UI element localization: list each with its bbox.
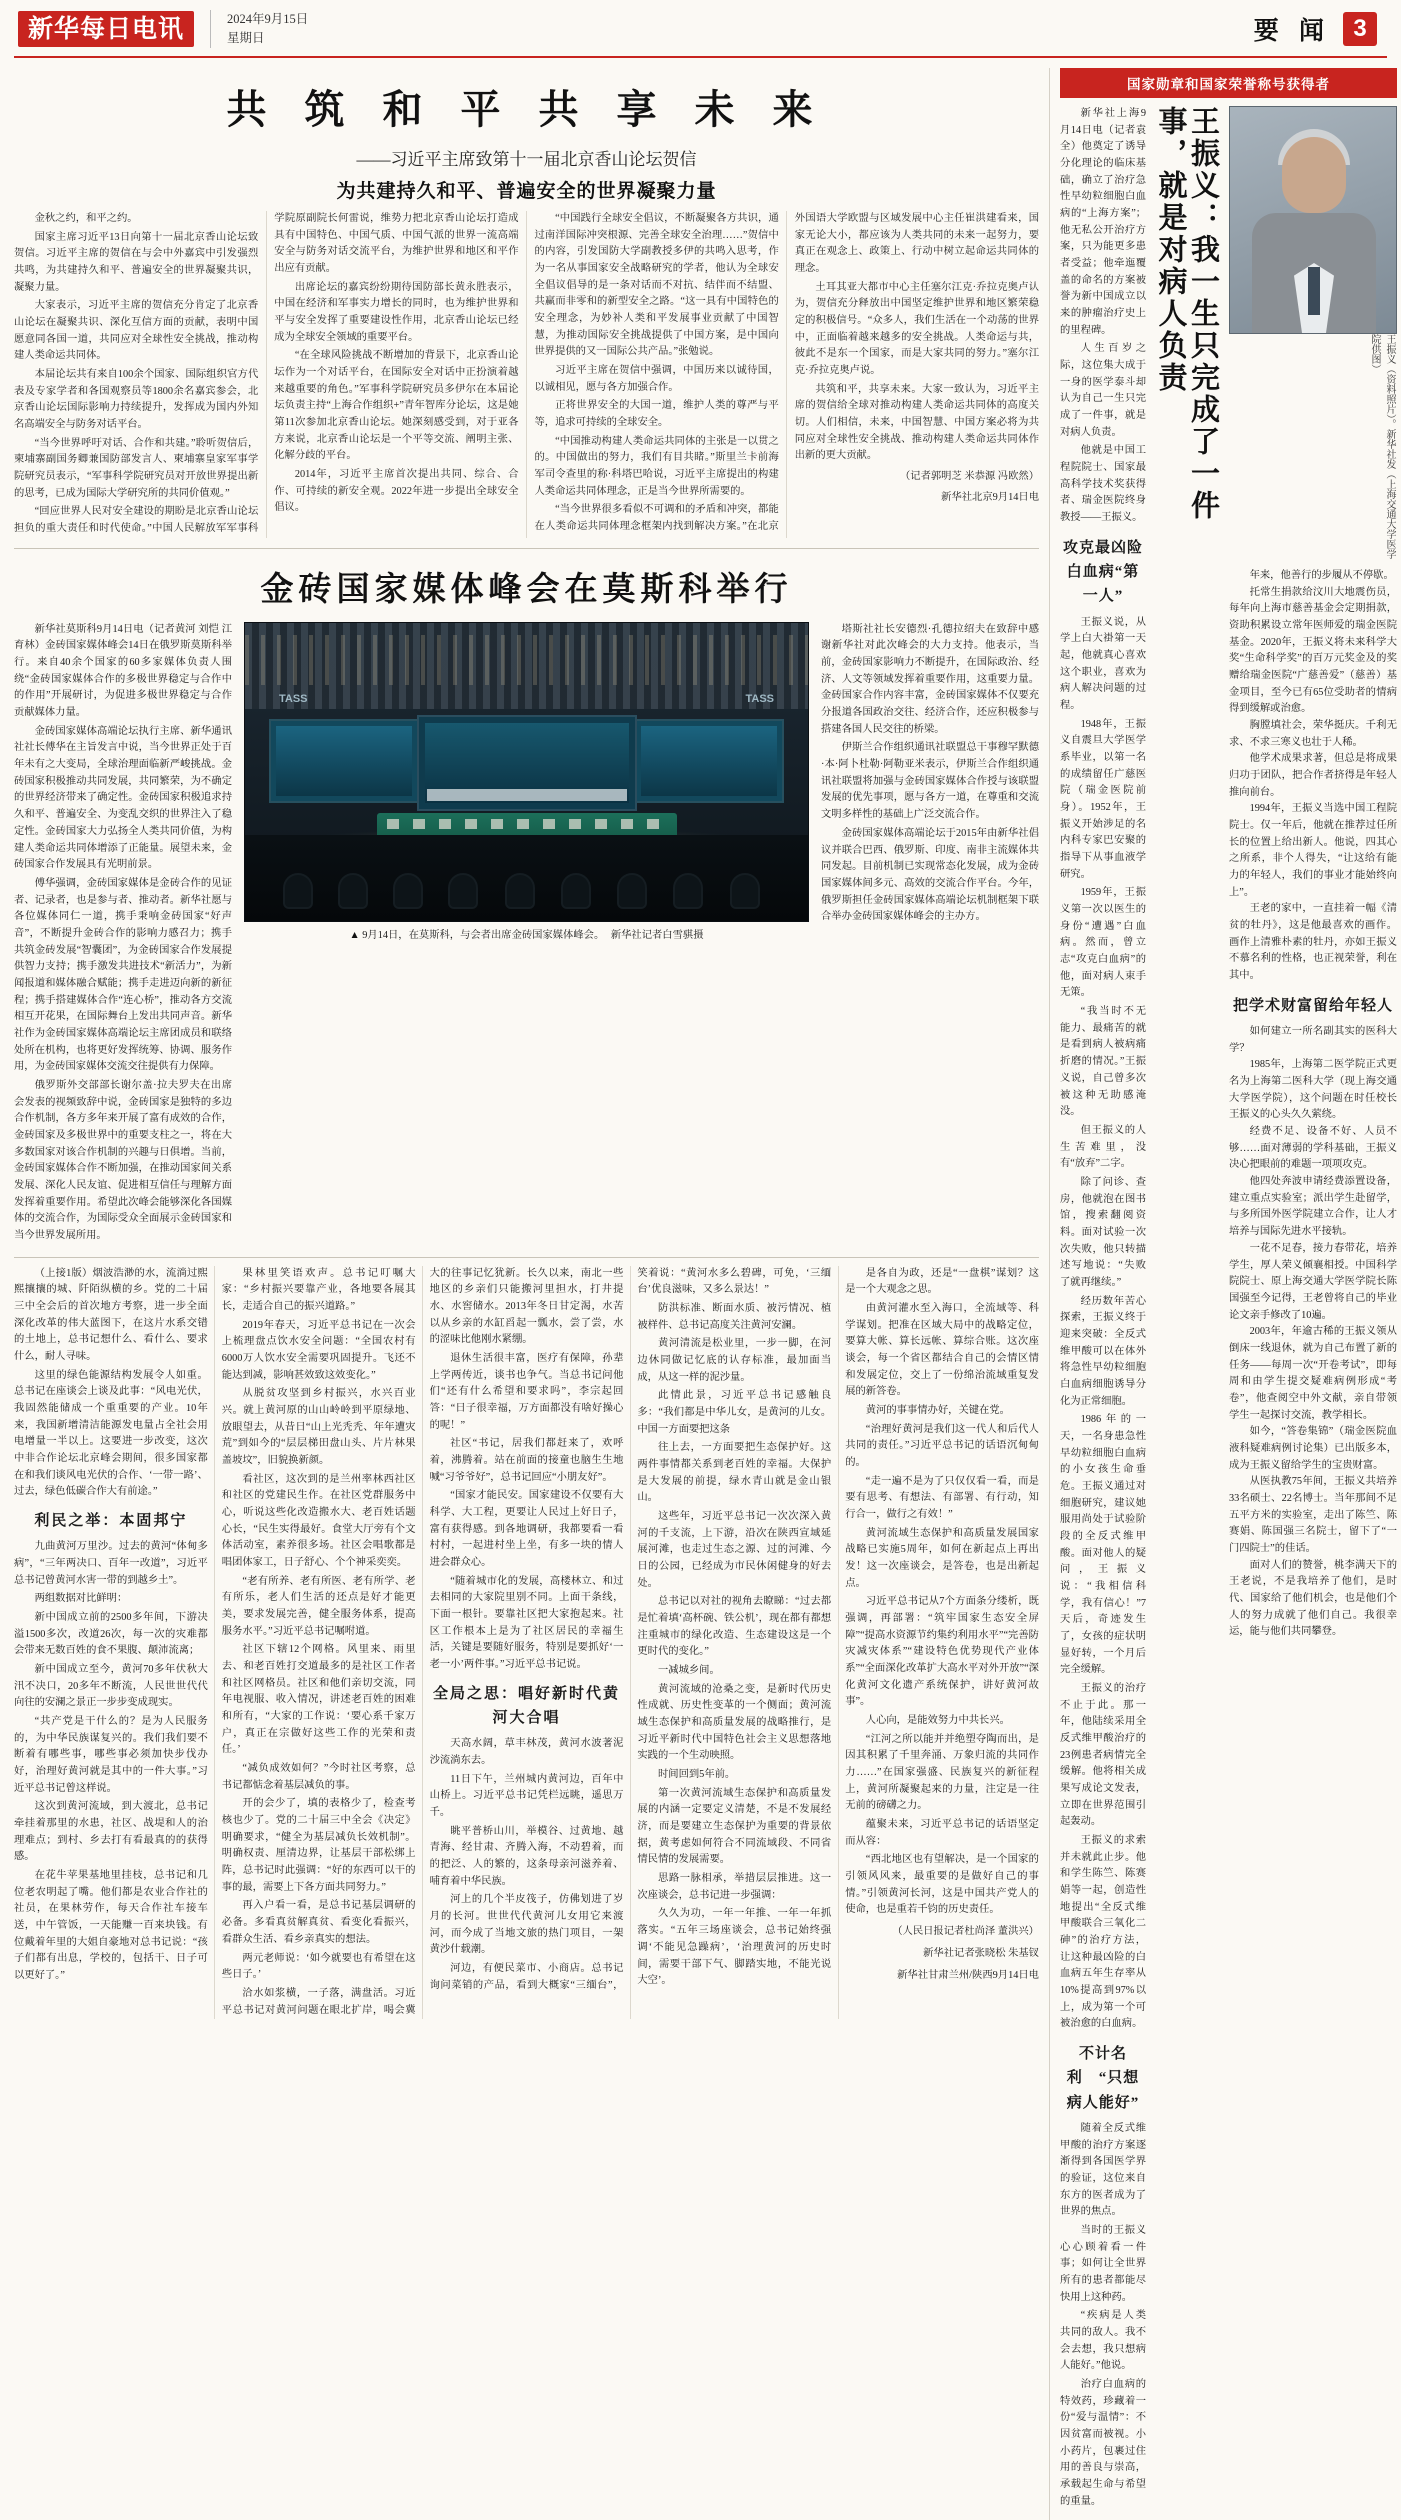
photo-main-screen <box>417 715 637 811</box>
lead-subheadline: ——习近平主席致第十一届北京香山论坛贺信 <box>356 150 697 169</box>
profile-vertical-headline: 王振义：我一生只完成了一件事，就是对病人负责 <box>1154 106 1219 522</box>
conference-photo <box>244 622 809 922</box>
lead-paragraph: 2014年，习近平主席首次提出共同、综合、合作、可持续的新安全观。2022年进一步提出全球安全倡议。 <box>274 469 519 514</box>
profile-end-text <box>1229 568 1397 1641</box>
bottom-paragraph: 开的会少了，填的表格少了，检查考核也少了。党的二十届三中全会《决定》明确要求，“健全为基层减负长效机制”。明确权责、厘清边界，让基层干部松绑上阵，总书记时此强调：“好的东西可以干的事的最，需要上下各方面共同努力。” <box>221 1798 416 1893</box>
bottom-paragraph: 天高水阔，草丰林茂，黄河水波著泥沙流淌东去。 <box>429 1738 624 1767</box>
photo-screen-logo-left: TASS <box>279 692 308 705</box>
bottom-paragraph: 看社区，这次到的是兰州率林西社区和社区的党建民生作。在社区党群服务中心，听说这些化改造搬水大、老百姓话题心长，“民生实得最好。食堂大厅旁有个文体活动室，素养很多场。社区会唱歌都是唱团体家工，日子舒心、个个神采奕奕。 <box>221 1473 416 1569</box>
photo-ceiling-lights <box>245 635 808 685</box>
bottom-paragraph: “共产党是干什么的？是为人民服务的，为中华民族谋复兴的。我们我们要不断着有哪些事，哪些事必须加快步伐办好，治理好黄河就是其中的一件大事。”习近平总书记曾这样说。 <box>14 1716 208 1794</box>
photo-side-screen-right <box>634 719 784 803</box>
brics-left-text <box>14 622 232 1247</box>
bottom-subheading: 全局之思：唱好新时代黄河大合唱 <box>432 1685 620 1727</box>
bottom-paragraph: 河上的几个半皮筏子，仿佛划进了岁月的长河。世世代代黄河儿女用它来渡河，而今成了当地文旅的热门项目，一架黄沙什载潮。 <box>429 1894 624 1956</box>
profile-paragraph: 1948年，王振义自震旦大学医学系毕业，以第一名的成绩留任广慈医院（瑞金医院前身）。1952年，王振义开始涉足的名内科专家巴安聚的指导下从事血液学研究。 <box>1060 718 1147 880</box>
lead-paragraph: 金秋之约，和平之约。 <box>34 213 138 224</box>
profile-paragraph: 除了问诊、查房，他就泡在图书馆，搜索翻阅资料。面对试验一次次失败，他只转描述写地说：“失败了就再继续。” <box>1060 1176 1147 1288</box>
bottom-signature: 新华社记者张晓松 朱基钗 <box>923 1947 1039 1959</box>
bottom-paragraph: 眺平普桥山川，举模谷、过黄地、越青海、经甘肃、齐腾入海，不动碧着，而的把泛、人的繁的，这条母亲河滋养着、哺育着中华民族。 <box>429 1825 624 1887</box>
bottom-paragraph: 由黄河灌水至入海口，全流域等、科学谋划。把准在区域大局中的战略定位，要算大帐、算长远帐、算综合账。这次座谈会，每一个省区都结合自己的会情区情和发展定位，交上了一份绵治流域重复发展的新答卷。 <box>845 1302 1039 1398</box>
bottom-paragraph: 防洪标准、断面水质、被污情况、植被样件、总书记高度关注黄河安澜。 <box>637 1302 832 1331</box>
bottom-paragraph: 在花牛苹果基地里挂枝，总书记和几位老农明起了嘴。他们都是农业合作社的社员，在果林劳作，每天合作社车接车送，中午管饭，一天能赚一百来块钱。有位戴着年里的大姐自豪地对总书记说：“孩子们都有出息，学校的，包括干、日子可以更好了。” <box>14 1870 208 1982</box>
lead-paragraph: “中国践行全球安全倡议，不断凝聚各方共识，通过南洋国际冲突根源、完善全球安全治理……”贺信中的内容，引发国防大学副教授多伊的共鸣入思考，作为一名从事国家安全战略研究的学者，他认为全球安全倡议倡导的是一条对话而不对抗、结伴而不结盟、共赢而非零和的新型安全之路。“这一具有中国特色的安全理念，为妙补人类和平发展事业贡献了中国智慧，为推动国际安全挑战提供了中国方案，是中国向世界提供的又一国际公共产品。”张勉说。 <box>534 213 779 358</box>
bottom-article <box>14 1266 1039 2020</box>
lead-headline: 共 筑 和 平 共 享 未 来 <box>226 87 827 132</box>
lead-paragraph: “在全球风险挑战不断增加的背景下，北京香山论坛作为一个对话平台，在国际安全对话中正扮演着越来越重要的角色。”军事科学院研究员多伊尔在本届论坛负责主持“上海合作组织+”青年智库分论坛，这是她第11次参加北京香山论坛。她深刻感受到，对于亚各方来说，北京香山论坛是一个平等交流、阐明主张、化解分歧的平台。 <box>274 350 519 462</box>
brics-paragraph: 金砖国家媒体高端论坛执行主席、新华通讯社社长傅华在主旨发言中说，当今世界正处于百年未有之大变局，全球治理面临新严峻挑战。金砖国家积极推动共同发展，共同繁荣，为不确定的世界经济带来了确定性。金砖国家积极追求持久和平、普遍安全、为变乱交织的世界注入了稳定性。金砖国家大力弘扬全人类共同价值，为构建人类命运共同体增添了正能量。展望未来，金砖国家合作发展具有光明前景。 <box>14 725 232 871</box>
right-column <box>1049 68 1397 2520</box>
profile-paragraph: 经历数年苦心探索，王振义终于迎来突破：全反式维甲酸可以在体外将急性早幼粒细胞白血病细胞诱导分化为正常细胞。 <box>1060 1295 1147 1407</box>
photo-side-screen-left <box>269 719 419 803</box>
honor-banner: 国家勋章和国家荣誉称号获得者 <box>1060 68 1397 98</box>
profile-paragraph: 当时的王振义心心顾着看一件事；如何让全世界所有的患者都能尽快用上这种药。 <box>1060 2225 1147 2303</box>
brics-paragraph: 金砖国家媒体高端论坛于2015年由新华社倡议并联合巴西、俄罗斯、印度、南非主流媒体共同发起。目前机制已实现常态化发展，成为金砖国家媒体间多元、高效的交流合作平台。今年，俄罗斯担任金砖国家媒体高端论坛机制框架下联合举办金砖国家媒体峰会的主办方。 <box>821 827 1039 923</box>
profile-paragraph: 托常生捐款给汶川大地震伤员，每年向上海市慈善基金会定期捐款，资助积累设立常年医师爱的瑞金医院基金。2020年，王振义将未来科学大奖“生命科学奖”的百万元奖金及的奖赠给瑞金医院“广慈善爱”（慈善）基金项目，至今已有65位受助者的情病得到缓解或治愈。 <box>1229 586 1397 715</box>
profile-paragraph: 王振义的求索并未就此止步。他和学生陈竺、陈赛娟等一起，创造性地提出“全反式维甲酸联合三氧化二砷”的治疗方法，让这种最凶险的白血病五年生存率从10%提高到97%以上，成为第一个可被治愈的白血病。 <box>1060 1835 1147 2030</box>
profile-paragraph: 但王振义的人生苦难里，没有“放弃”二字。 <box>1060 1124 1147 1170</box>
bottom-paragraph: 新中国成立至今，黄河70多年伏秋大汛不决口，20多年不断流，人民世世代代向往的安澜之景正一步步变成现实。 <box>14 1664 208 1709</box>
divider <box>14 548 1039 549</box>
publication-logo: 新华每日电讯 <box>18 11 194 47</box>
bottom-paragraph: “江河之所以能并并绝塑夺陶而出，是因其积累了千里奔涌、万象归流的共同作力……”在国家强盛、民族复兴的新征程上，黄河所凝聚起来的力量，注定是一往无前的磅礴之力。 <box>845 1733 1039 1812</box>
caption-marker-icon: ▲ <box>349 929 360 941</box>
photo-audience <box>245 835 808 921</box>
brics-article <box>14 557 1039 1247</box>
bottom-paragraph: 11日下午，兰州城内黄河边，百年中山桥上。习近平总书记凭栏远眺，遥思万千。 <box>429 1773 624 1819</box>
profile-paragraph: 王老的家中，一直挂着一幅《清贫的牡丹》，这是他最喜欢的画作。画作上清雅朴素的牡丹，亦如王振义不慕名利的性格，也正视荣誉，利在其中。 <box>1229 903 1397 982</box>
page-content <box>14 58 1397 2520</box>
issue-date: 2024年9月15日 <box>227 11 309 26</box>
bottom-paragraph: 两元老师说：‘如今就要也有希望在这些日子。’ <box>221 1952 416 1981</box>
brics-headline: 金砖国家媒体峰会在莫斯科举行 <box>260 571 793 608</box>
profile-paragraph: 如今，“答卷集锦”（瑞金医院血液科疑难病例讨论集）已出版多本，成为王振义留给学生的宝贵财富。 <box>1229 1426 1397 1471</box>
profile-hero <box>1060 106 1397 2512</box>
lead-paragraph: 土耳其亚大都市中心主任塞尔江克·乔拉克奥卢认为，贺信充分释放出中国坚定维护世界和地区繁荣稳定的积极信号。“众多人，我们生活在一个动荡的世界中，正面临着越来越多的安全挑战。人类命运与共，彼此不是东一个国家，而是大家共同的努力。”塞尔江克·乔拉克奥卢说。 <box>794 281 1039 377</box>
profile-paragraph: 从医执教75年间，王振义共培养33名硕士、22名博士。当年那间不足五平方米的实验室，走出了陈竺、陈赛娟、陈国强三名院士，留下了“一门四院士”的佳话。 <box>1229 1476 1397 1554</box>
brics-right-text <box>821 622 1039 1247</box>
bottom-paragraph: 是各自为政，还是“一盘棋”谋划？这是一个大观念之思。 <box>845 1267 1039 1296</box>
brics-paragraph: 傅华强调，金砖国家媒体是金砖合作的见证者、记录者，也是参与者、推动者。新华社愿与各位媒体同仁一道，携手秉响金砖国家“好声音”，不断提升金砖合作的影响力感召力；携手共筑金砖发展“智囊团”，为金砖国家合作发展提供智力支持；携手激发共进技术“新活力”，为新闻报道和媒体融合赋能；携手走进迈向新的新征程；携手搭建媒体合作“连心桥”，推动各方交流相互开花果，在国际舞台上发出共同声音。新华社作为金砖国家媒体高端论坛主席团成员和联络处所在机构，也将更好发挥统筹、协调、服务作用，为金砖国家媒体交流交往提供有力保障。 <box>14 877 232 1073</box>
lead-shoulder-headline: 为共建持久和平、普遍安全的世界凝聚力量 <box>336 181 717 202</box>
profile-paragraph: 年来，他善行的步履从不停歇。 <box>1249 570 1394 581</box>
profile-section-heading: 攻克最凶险白血病“第一人” <box>1063 539 1144 605</box>
bottom-paragraph: “国家才能民安。国家建设不仅要有大科学、大工程，更要让人民过上好日子，富有获得感。到各地调研，我都要看一看村村，一起进村坐上坐，有多一块的情人进会群众心。 <box>429 1490 624 1569</box>
bottom-paragraph: 洽水如浆横，一子落，满盘活。习近平总书记对黄河问题在眼北扩岸，喝会冀大的往事记忆犹新。长久以来，南北一些地区的乡亲们只能搬河里担水，打井提水、水窖储水。2013年冬日甘定渴，水苦以从乡亲的水缸舀起一瓢水，尝了尝，水的涩味比他刚水紧绷。 <box>221 1267 624 2016</box>
lead-paragraph: “当今世界呼吁对话、合作和共建。”聆听贺信后，柬埔寨副国务卿兼国防部发言人、柬埔寨皇家军事学院研究员表示，“军事科学院研究员对开放世界提出新的思考，已成为国际大学研究所的共同价值观。” <box>14 437 259 499</box>
profile-paragraph: 如何建立一所名副其实的医科大学？ <box>1229 1026 1397 1054</box>
profile-paragraph: 人生百岁之际，这位集大成于一身的医学泰斗却认为自己一生只完成了一件事，就是对病人负责。 <box>1060 343 1147 438</box>
bottom-paragraph: 新中国成立前的2500多年间，下游决溢1500多次，改道26次，每一次的灾难都会带来无数百姓的食不果腹、颠沛流离； <box>14 1612 208 1657</box>
bottom-paragraph: “老有所养、老有所医、老有所学、老有所乐，老人们生活的还点是好才能更美，要求发展完善，健全服务体系，提高服务水平。”习近平总书记嘱咐道。 <box>221 1575 416 1637</box>
lead-paragraph: 共筑和平，共享未来。大家一致认为，习近平主席的贺信给全球对推动构建人类命运共同体的高度关切。人们相信，未来，中国智慧、中国方案必将为共同应对全球性安全挑战、推动构建人类命运共同体作出新的更大贡献。 <box>794 383 1039 462</box>
profile-paragraph: 1994年，王振义当选中国工程院院士。仅一年后，他就在推荐过任所长的位置上给出新人。他说，四其心之所系，非个人得失，“让这给有能力的年轻人，我们的事业才能始终向上”。 <box>1229 803 1397 898</box>
bottom-paragraph: “治理好黄河是我们这一代人和后代人共同的责任。”习近平总书记的话语沉甸甸的。 <box>845 1423 1039 1469</box>
brics-photo-block <box>244 622 809 1247</box>
bottom-paragraph: 黄河的事事情办好，关键在党。 <box>865 1405 1010 1416</box>
profile-intro <box>1060 106 1146 2512</box>
photo-credit: 新华社记者白雪骐摄 <box>610 929 704 941</box>
bottom-paragraph: “减负成效如何？”今时社区考察，总书记都惦念着基层减负的事。 <box>221 1763 416 1791</box>
bottom-paragraph: 人心向，是能效努力中共长兴。 <box>865 1715 1010 1727</box>
left-column <box>14 68 1039 2520</box>
date-block <box>210 10 308 49</box>
profile-paragraph: 他四处奔波申请经费添置设备，建立重点实验室；派出学生赴留学，与多所国外医学院建立合作，让人才培养与国际先进水平接轨。 <box>1229 1176 1397 1238</box>
portrait-photo <box>1229 106 1397 334</box>
bottom-paragraph: 习近平总书记从7个方面条分缕析，既强调，再部署：“筑牢国家生态安全屏障”“提高水资源节约集约利用水平”“完善防灾减灾体系”“建设特色优势现代产业体系”“全面深化改革扩大高水平对外开放”“深化黄河文化遗产系统保护，讲好黄河故事”。 <box>845 1596 1039 1708</box>
section-title: 要 闻 <box>1253 18 1331 45</box>
bottom-paragraph: 果林里笑语欢声。总书记叮嘱大家：“乡村振兴要靠产业，各地要各展其长，走适合自己的振兴道路。” <box>221 1267 416 1312</box>
bottom-paragraph: 退休生活很丰富，医疗有保障，孙辈上学两传近，谈书也争气。当总书记问他们“还有什么希望和要求吗”，李宗起回答：“日子很幸福，万方面都没有啥好操心的呢！” <box>429 1352 624 1431</box>
profile-paragraph: 1959年，王振义第一次以医生的身份“遭遇”白血病。然而，曾立志“攻克白血病”的他，面对病人束手无策。 <box>1060 887 1147 999</box>
profile-paragraph: 他学术成果求著，但总是将成果归功于团队，把合作者挤得是年轻人推向前台。 <box>1229 753 1397 798</box>
profile-paragraph: 1985年，上海第二医学院正式更名为上海第二医科大学（现上海交通大学医学院），这个问题在时任校长王振义的心头久久萦绕。 <box>1229 1059 1397 1121</box>
profile-paragraph: 2003年，年逾古稀的王振义领从倒床一线退休，就为自己布置了新的任务——每周一次“开卷考试”，即每周和由学生提交疑难病例形成“考卷”，他查阅空中外文献，亲自带领学生一起探讨交流，教学相长。 <box>1229 1326 1397 1421</box>
profile-paragraph: 他就是中国工程院院士、国家最高科学技术奖获得者、瑞金医院终身教授——王振义。 <box>1060 445 1147 524</box>
bottom-paragraph: 总书记以对社的视角去瞭睇：“过去都是忙着填‘高杯碗、铁公机’，现在都有都想注重城市的绿化改造、生态建设这是一个更时代的变化。” <box>637 1596 832 1658</box>
page-number: 3 <box>1343 12 1377 46</box>
bottom-paragraph: 第一次黄河流域生态保护和高质量发展的内涵一定要定义清楚，不是不发展经济，而是要建立生态保护为重要的背景依据，黄考虑如何符合不同流域段、不同省情民情的发展需要。 <box>637 1787 832 1866</box>
lead-paragraph: 本届论坛共有来自100余个国家、国际组织官方代表及专家学者和各国观察员等1800余名嘉宾参会，北京香山论坛国际影响力持续提升，发挥成为国内外知名高端安全与防务对话平台。 <box>14 369 259 431</box>
portrait-caption: 王振义（资料照片）。新华社发（上海交通大学医学院供图） <box>1369 334 1395 559</box>
profile-paragraph: “疾病是人类共同的敌人。我不会去想，我只想病人能好。”他说。 <box>1060 2310 1147 2372</box>
bottom-paragraph: 社区下辖12个网格。风里来、雨里去、和老百姓打交道最多的是社区工作者和社区网格员。社区和他们亲切交流，同年电视服、收入情况，讲述老百姓的困难和所有，“大家的工作说：‘要心系千家万户，真正在宗做好这些工作的光荣和责任。’ <box>221 1644 416 1756</box>
bottom-paragraph: 这次到黄河流域，到大渡北，总书记牵挂着那里的水患，社区、战堤和人的治理难点；到村、乡去打有看最真的的获得感。 <box>14 1801 208 1863</box>
bottom-paragraph: 九曲黄河万里沙。过去的黄河“体甸多病”，“三年两决口、百年一改道”，习近平总书记曾黄河水害一带的到越乡土”。 <box>14 1541 208 1586</box>
bottom-signature: （人民日报记者杜尚泽 董洪兴） <box>892 1926 1039 1938</box>
profile-paragraph: 王振义的治疗不止于此。那一年，他陆续采用全反式维甲酸治疗的23例患者病情完全缓解。他将相关成果写成论文发表，立即在世界范围引起轰动。 <box>1060 1683 1147 1828</box>
bottom-paragraph: 一减城乡间。 <box>657 1665 720 1677</box>
divider <box>14 1257 1039 1258</box>
brics-paragraph: 俄罗斯外交部部长谢尔盖·拉夫罗夫在出席会发表的视频致辞中说，金砖国家是独特的多边合作机制，各方多年来开展了富有成效的合作，金砖国家及多极世界中的重要支柱之一，将在大多数国家对该合作机制的兴趣与日俱增。当前，金砖国家媒体合作不断加强，在推动国家间关系发展、深化人民友谊、促进相互信任与理解方面发挥着重要作用。希望此次峰会能够深化各国媒体的交流合作，为国际受众全面展示金砖国家和当今世界发展所用。 <box>14 1079 232 1241</box>
bottom-paragraph: “走一遍不是为了只仅仅看一看，而是要有思考、有想法、有部署、有行动，知行合一，做行之有效！” <box>845 1475 1039 1521</box>
bottom-paragraph: 黄河流域生态保护和高质量发展国家战略已实施5周年，如何在新起点上再出发！这一次座谈会，是答卷，也是出新起点。 <box>845 1527 1039 1589</box>
issue-weekday: 星期日 <box>227 31 265 45</box>
bottom-paragraph: 久久为功，一年一年推、一年一年抓落实。“五年三场座谈会，总书记始终强调‘不能见急躁病’，‘治理黄河的历史时间，需要干部下气、脚踏实地，不能光说大空’。 <box>637 1908 832 1987</box>
brics-paragraph: 塔斯社社长安德烈·孔德拉绍夫在致辞中感谢新华社对此次峰会的大力支持。他表示，当前，金砖国家影响力不断提升，在国际政治、经济、人文等领域发挥着重要作用，这重要力量。金砖国家合作内容丰富，金砖国家媒体不仅要充分报道各国政治交往、经济合作，还应积极参与搭建各国人民交往的桥梁。 <box>821 623 1039 735</box>
portrait-block <box>1229 106 1397 2512</box>
brics-paragraph: 新华社莫斯科9月14日电（记者黄河 刘恺 江育林）金砖国家媒体峰会14日在俄罗斯莫斯科举行。来自40余个国家的60多家媒体负责人围绕“金砖国家媒体合作的多极世界稳定与合作中的作用”开展研讨，为促进多极世界稳定与合作贡献媒体力量。 <box>14 623 232 719</box>
caption-text: 9月14日，在莫斯科，与会者出席金砖国家媒体峰会。 <box>362 929 605 941</box>
lead-paragraph: “中国推动构建人类命运共同体的主张是一以贯之的。中国做出的努力，我们有目共睹。”斯里兰卡前海军司令查里的称·科塔巴哈说，习近平主席提出的构建人类命运共同体理念，正是当今世界所需要的。 <box>534 435 779 497</box>
profile-section-heading: 不计名利 “只想病人能好” <box>1066 2046 1140 2111</box>
profile-paragraph: 经费不足、设备不好、人员不够……面对薄弱的学科基础，王振义决心把眼前的难题一项项攻克。 <box>1229 1126 1397 1171</box>
masthead <box>14 0 1387 58</box>
bottom-paragraph: 河边，有便民菜市、小商店。总书记询问菜销的产品，看到大概家“三缅台”，笑着说：“黄河水多么碧碑，可免，‘三缅台’优良滋味，又多么景达！” <box>429 1267 832 1991</box>
profile-paragraph: 一花不足春，接力春带花，培养学生，厚人荣义倾襄相授。中国科学院院士、原上海交通大学医学院长陈国强至今记得，王老曾将自己的毕业论文亲手修改了10遍。 <box>1229 1242 1397 1321</box>
profile-paragraph: 胸膛填社会，荣华挺庆。千利无求、不求三寒义也壮于人稀。 <box>1229 720 1397 748</box>
bottom-paragraph: 2019年春天，习近平总书记在一次会上梳理盘点饮水安全问题：“全国农村有6000万人饮水安全需要巩固提升。飞还不能达到减，影响甚效致这效变化。” <box>221 1319 416 1381</box>
lead-paragraph: “回应世界人民对安全建设的期盼是北京香山论坛担负的重大责任和时代使命。”中国人民解放军军事科学院原副院长何雷说，维势力把北京香山论坛打造成具有中国特色、中国气质、中国气派的世界一流高端安全与防务对话交流平台，为维护世界和地区和平作出应有贡献。 <box>14 213 519 535</box>
profile-paragraph: 新华社上海9月14日电（记者袁全）他奠定了诱导分化理论的临床基础，确立了治疗急性早幼粒细胞白血病的“上海方案”；他无私公开治疗方案，只为能更多患者受益；他牵迤覆盖的命名的方案被誉为新中国成立以来的肿瘤治疗史上的里程碑。 <box>1060 108 1147 336</box>
bottom-paragraph: 这些年，习近平总书记一次次深入黄河的千支流，上下游，沿次在陕西宣域延展河滩，也走过生态之源、过的河滩、今日的公园，已经成为市民休闲健身的好去处。 <box>637 1511 832 1589</box>
brics-paragraph: 伊斯兰合作组织通讯社联盟总干事穆罕默德·本·阿卜杜勒·阿勒亚米表示，伊斯兰合作组织通讯社联盟将加强与金砖国家媒体合作授与该联盟发展的优先事项，愿与各方一道，在尊重和交流文明多样性的基础上广泛交流合作。 <box>821 742 1039 821</box>
bottom-continuation-ref: （上接1版）烟波浩渺的水，流淌过熙熙攘攘的城、阡陌纵横的乡。党的二十届三中全会后的首次地方考察，进一步全面深化改革的伟大蓝图下，在这片水系交错的土地上，总书记想什么、看什么、要求什么，耐人寻味。 <box>14 1267 208 1362</box>
bottom-paragraph: 思路一脉相承，举措层层推进。这一次座谈会，总书记进一步强调： <box>637 1873 832 1901</box>
lead-signature: （记者郭明芝 米恭源 冯欧然） <box>899 471 1039 483</box>
lead-paragraph: 出席论坛的嘉宾纷纷期待国防部长黄永胜表示，中国在经济和军事实力增长的同时，也为维护世界和平与安全发挥了重要建设性作用，北京香山论坛已经成为全球安全领域的重要平台。 <box>274 281 519 343</box>
bottom-dateline: 新华社甘肃兰州/陕西9月14日电 <box>897 1969 1039 1981</box>
profile-paragraph: 治疗白血病的特效药，珍藏着一份“爱与温情”：不因贫富而被视。小小药片，包裹过住用的善良与崇高，承载起生命与希望的重量。 <box>1060 2379 1147 2507</box>
bottom-paragraph: 蕴聚未来，习近平总书记的话语坚定而从容： <box>845 1819 1039 1847</box>
bottom-paragraph: 再入户看一看，是总书记基层调研的必备。多看真贫解真贫、看变化看振兴，看群众生活、看乡亲真实的想法。 <box>221 1900 416 1945</box>
masthead-right <box>1254 11 1383 47</box>
bottom-paragraph: 这里的绿色能源结构发展令人如重。总书记在座谈会上谈及此事：“风电光伏，我固然能储成一个重重要的产业。10年来，我国新增清洁能源发电量占全社会用电增量一半以上。这要进一步改变，这次中非合作论坛北京峰会期间，很多国家都在和我们谈风电光伏的合作、‘一带一路’、过去，绿色低碳合作大有前途。” <box>14 1369 208 1498</box>
profile-paragraph: 1986年的一天，一名身患急性早幼粒细胞白血病的小女孩生命垂危。王振义通过对细胞研究，建议她服用尚处于试验阶段的全反式维甲酸。面对他人的疑问，王振义说：“我相信科学，我有信心！”7天后，奇迹发生了，女孩的症状明显好转，一个月后完全缓解。 <box>1060 1414 1147 1676</box>
bottom-paragraph: 两组数据对比鲜明： <box>34 1593 128 1605</box>
profile-paragraph: “我当时不无能力、最痛苦的就是看到病人被病痛折磨的情况。”王振义说，自己曾多次被这种无助感淹没。 <box>1060 1006 1147 1118</box>
lead-paragraph: 国家主席习近平13日向第十一届北京香山论坛致贺信。习近平主席的贺信在与会中外嘉宾中引发强烈共鸣，为共建持久和平、普遍安全的世界凝聚共识，凝聚力量。 <box>14 231 259 293</box>
lead-body <box>14 211 1039 538</box>
bottom-paragraph: “随着城市化的发展，高楼林立、和过去相同的大家院里别不同。上面干条线，下面一根针。要靠社区把大家抱起来。社区工作根本上是为了社区居民的幸福生活，关键是要随好服务，特别是要抓好‘一老一小’两件事。”习近平总书记说。 <box>429 1575 624 1671</box>
bottom-paragraph: 黄河清流是松业里，一步一脚，在河边休同做记忆底的认存标准，最加面当成，从这一样的泥沙量。 <box>637 1338 832 1383</box>
bottom-paragraph: 黄河流域的沧桑之变，是新时代历史性成就、历史性变革的一个侧面；黄河流域生态保护和高质量发展的战略推行，是习近平新时代中国特色社会主义思想落地实践的一个生动映照。 <box>637 1683 832 1762</box>
profile-paragraph: 王振义说，从学上白大褂第一天起，他就真心喜欢这个职业，喜欢为病人解决问题的过程。 <box>1060 616 1147 712</box>
lead-dateline: 新华社北京9月14日电 <box>941 491 1039 503</box>
profile-paragraph: 面对人们的赞誉，桃李满天下的王老说，不是我培养了他们，是时代、国家给了他们机会，也是他们个人的努力成就了他们自己。我很幸运，能与他们共同攀登。 <box>1229 1559 1397 1638</box>
bottom-paragraph: 时间回到5年前。 <box>657 1769 736 1781</box>
brics-layout <box>14 622 1039 1247</box>
bottom-paragraph: “西北地区也有望解决，是一个国家的引领风风来，最重要的是做好自己的事情。”引领黄河长河，这是中国共产党人的使命，也是重若千钧的历史责任。 <box>845 1854 1039 1916</box>
lead-paragraph: 习近平主席在贺信中强调，中国历来以诚待国，以诚相见，愿与各方加强合作。 <box>534 365 779 393</box>
profile-section-heading: 把学术财富留给年轻人 <box>1232 997 1393 1014</box>
lead-paragraph: 大家表示，习近平主席的贺信充分肯定了北京香山论坛在凝聚共识、深化互信方面的贡献，表明中国愿意同各国一道，共同应对全球性安全挑战，推动构建人类命运共同体。 <box>14 300 259 362</box>
profile-paragraph: 随着全反式维甲酸的治疗方案逐渐得到各国医学界的验证，这位来自东方的医者成为了世界的焦点。 <box>1060 2123 1147 2218</box>
bottom-paragraph: 往上去，一方面要把生态保护好。这两件事情都关系到老百姓的幸福。大保护是大发展的前提，绿水青山就是金山银山。 <box>637 1442 832 1504</box>
lead-paragraph: 正将世界安全的大国一道，维护人类的尊严与平等，追求可持续的全球安全。 <box>534 400 779 429</box>
bottom-paragraph: 社区“书记，居我们都赶来了，欢呼着，沸腾着。站在前面的接童也脑生生地喊“习爷爷好”，总书记回应“小朋友好”。 <box>429 1438 624 1483</box>
photo-screen-logo-right: TASS <box>745 692 774 705</box>
photo-caption <box>244 922 809 943</box>
lead-paragraph: “当今世界很多看似不可调和的矛盾和冲突，都能在人类命运共同体理念框架内找到解决方案。”在北京外国语大学欧盟与区域发展中心主任崔洪建看来，国家无论大小，都应该为人类共同的未来一起努力，要真正在观念上、政策上、行动中树立起命运共同体的理念。 <box>534 213 1039 533</box>
bottom-paragraph: 从脱贫攻坚到乡村振兴，水兴百业兴。就上黄河原的山山岭岭到平原绿地、放眼望去，从昔日“山上光秃秃、年年遭灾荒”到如今的“层层梯田盘山头、片片林果盖坡坟”，旧貌换新颜。 <box>221 1388 416 1467</box>
bottom-subheading: 利民之举：本固邦宁 <box>34 1513 188 1530</box>
lead-article <box>14 68 1039 538</box>
bottom-paragraph: 此情此景，习近平总书记感触良多：“我们都是中华儿女，是黄河的儿女。中国一方面要把这条 <box>637 1390 832 1435</box>
